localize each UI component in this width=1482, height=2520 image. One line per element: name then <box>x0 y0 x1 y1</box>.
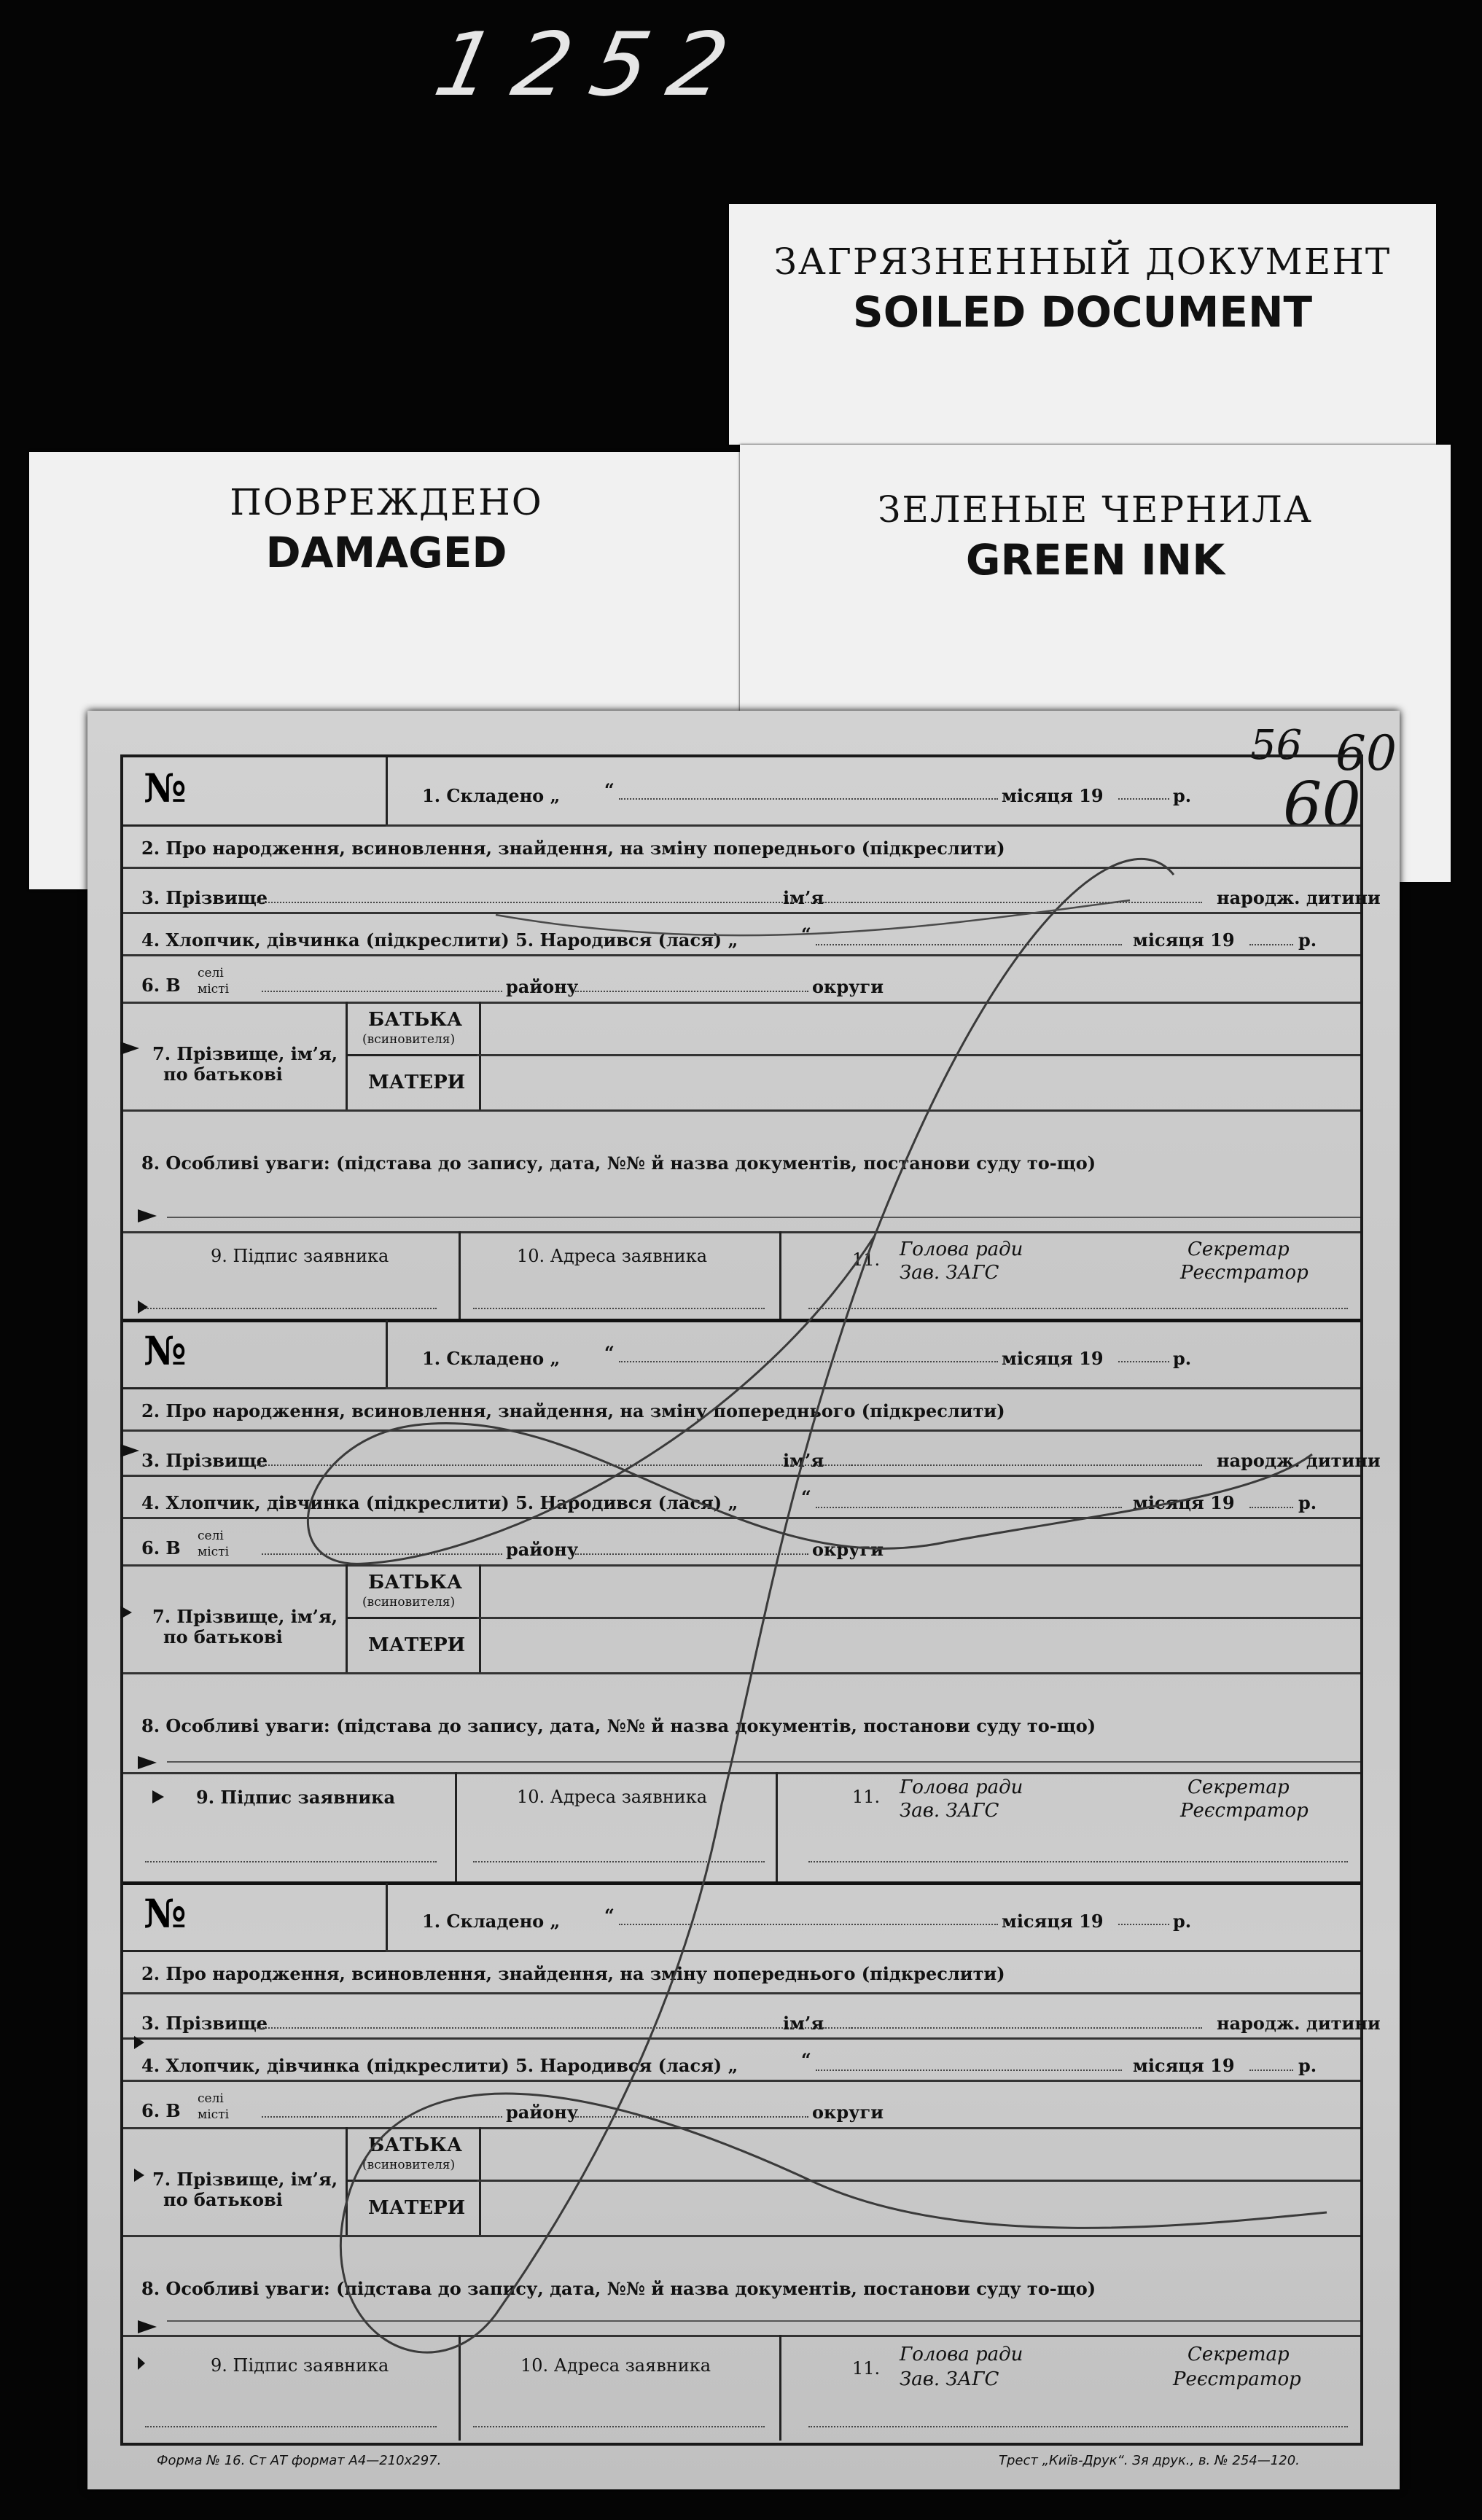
field-8-label: 8. Особливі уваги: (підстава до запису, дата, №№ й назва документів, постанови суду то-що) <box>141 1715 1096 1736</box>
frame-number: 1252 <box>426 15 759 116</box>
zags-head: Зав. ЗАГС <box>900 1800 999 1822</box>
field-9-label: 9. Підпис заявника <box>211 2355 389 2376</box>
zags-head: Зав. ЗАГС <box>900 1262 999 1284</box>
field-3-child: народж. дитини <box>1217 1450 1381 1471</box>
father-label: БАТЬКА <box>368 2134 463 2156</box>
field-7-patronymic: по батькові <box>163 2189 283 2210</box>
field-5-month: місяця 19 <box>1133 2055 1235 2076</box>
field-3-surname: 3. Прізвище <box>141 1450 268 1471</box>
field-1-month: місяця 19 <box>1002 1911 1104 1932</box>
field-1-month: місяця 19 <box>1002 785 1104 806</box>
damaged-slip-en: DAMAGED <box>265 528 507 577</box>
mother-label: МАТЕРИ <box>368 1072 466 1093</box>
field-6-city: місті <box>198 2107 230 2122</box>
page-number-below: 60 <box>1283 769 1361 840</box>
zags-head: Зав. ЗАГС <box>900 2368 999 2390</box>
field-5-quote: “ <box>801 2049 811 2070</box>
field-6-rayon: району <box>506 976 579 997</box>
field-7-label: 7. Прізвище, ім’я, <box>152 1043 338 1064</box>
field-3-surname: 3. Прізвище <box>141 2013 268 2034</box>
field-2-label: 2. Про народження, всиновлення, знайдення, на зміну попереднього (підкреслити) <box>141 1400 1005 1421</box>
field-6-village: селі <box>198 1529 224 1543</box>
mother-label: МАТЕРИ <box>368 1634 466 1656</box>
field-3-name: ім’я <box>783 1450 824 1471</box>
field-6-village: селі <box>198 2091 224 2106</box>
field-4-label: 4. Хлопчик, дівчинка (підкреслити) 5. Народився (лася) „ <box>141 929 738 951</box>
field-6-v: 6. В <box>141 2100 181 2121</box>
soiled-slip-en: SOILED DOCUMENT <box>852 287 1313 337</box>
father-label: БАТЬКА <box>368 1572 463 1593</box>
field-11-label: 11. <box>852 1249 881 1270</box>
field-6-rayon: району <box>506 2102 579 2123</box>
field-5-r: р. <box>1298 2055 1317 2076</box>
registrar: Реєстратор <box>1173 2368 1301 2390</box>
green-ink-slip-ru: ЗЕЛЕНЫЕ ЧЕРНИЛА <box>878 488 1313 531</box>
field-2-label: 2. Про народження, всиновлення, знайдення, на зміну попереднього (підкреслити) <box>141 1963 1005 1984</box>
field-7-label: 7. Прізвище, ім’я, <box>152 1606 338 1627</box>
field-10-label: 10. Адреса заявника <box>517 1246 708 1266</box>
field-9-label: 9. Підпис заявника <box>196 1787 396 1808</box>
field-5-quote: “ <box>801 1486 811 1507</box>
field-1-year-r: р. <box>1173 1348 1192 1369</box>
mother-label: МАТЕРИ <box>368 2197 466 2219</box>
field-5-r: р. <box>1298 1492 1317 1513</box>
field-1-year-r: р. <box>1173 1911 1192 1932</box>
field-3-name: ім’я <box>783 2013 824 2034</box>
form-footer-right: Трест „Київ-Друк“. Зя друк., в. № 254—120. <box>999 2453 1300 2468</box>
field-7-patronymic: по батькові <box>163 1064 283 1085</box>
field-6-city: місті <box>198 982 230 996</box>
field-4-label: 4. Хлопчик, дівчинка (підкреслити) 5. Народився (лася) „ <box>141 2055 738 2076</box>
green-ink-slip-en: GREEN INK <box>965 535 1225 585</box>
field-9-label: 9. Підпис заявника <box>211 1246 389 1266</box>
field-6-village: селі <box>198 966 224 980</box>
adopter-label: (всиновителя) <box>362 2158 456 2172</box>
field-5-quote: “ <box>801 924 811 945</box>
field-2-label: 2. Про народження, всиновлення, знайдення, на зміну попереднього (підкреслити) <box>141 838 1005 859</box>
field-5-month: місяця 19 <box>1133 929 1235 951</box>
field-6-okrug: округи <box>812 976 884 997</box>
field-6-v: 6. В <box>141 1537 181 1559</box>
field-1-month: місяця 19 <box>1002 1348 1104 1369</box>
soiled-slip-ru: ЗАГРЯЗНЕННЫЙ ДОКУМЕНТ <box>773 241 1392 283</box>
cancellation-scrawl <box>87 711 1400 2489</box>
field-1-quote: “ <box>604 1342 615 1363</box>
head-of-council: Голова ради <box>900 1238 1023 1260</box>
field-6-rayon: району <box>506 1539 579 1560</box>
field-11-label: 11. <box>852 1787 881 1807</box>
field-5-r: р. <box>1298 929 1317 951</box>
field-6-city: місті <box>198 1545 230 1559</box>
field-5-month: місяця 19 <box>1133 1492 1235 1513</box>
field-6-okrug: округи <box>812 1539 884 1560</box>
field-3-surname: 3. Прізвище <box>141 887 268 908</box>
field-8-label: 8. Особливі уваги: (підстава до запису, дата, №№ й назва документів, постанови суду то-що) <box>141 1152 1096 1174</box>
field-6-okrug: округи <box>812 2102 884 2123</box>
page-number-right: 60 <box>1335 725 1397 781</box>
number-sign: № <box>144 1890 187 1937</box>
field-1-label: 1. Складено „ <box>422 1348 561 1369</box>
field-1-label: 1. Складено „ <box>422 785 561 806</box>
field-8-label: 8. Особливі уваги: (підстава до запису, дата, №№ й назва документів, постанови суду то-що) <box>141 2278 1096 2299</box>
head-of-council: Голова ради <box>900 1776 1023 1798</box>
field-11-label: 11. <box>852 2358 881 2379</box>
page-number-top: 56 <box>1250 722 1303 769</box>
field-6-v: 6. В <box>141 975 181 996</box>
field-3-name: ім’я <box>783 887 824 908</box>
registrar: Реєстратор <box>1180 1800 1309 1822</box>
registrar: Реєстратор <box>1180 1262 1309 1284</box>
head-of-council: Голова ради <box>900 2344 1023 2365</box>
register-page <box>87 711 1400 2489</box>
damaged-slip-ru: ПОВРЕЖДЕНО <box>230 481 543 523</box>
number-sign: № <box>144 765 187 811</box>
field-3-child: народж. дитини <box>1217 2013 1381 2034</box>
soiled-document-slip <box>729 204 1436 445</box>
field-1-quote: “ <box>604 1905 615 1926</box>
secretary: Секретар <box>1187 1776 1290 1798</box>
secretary: Секретар <box>1187 1238 1290 1260</box>
adopter-label: (всиновителя) <box>362 1032 456 1047</box>
field-1-quote: “ <box>604 779 615 800</box>
field-1-label: 1. Складено „ <box>422 1911 561 1932</box>
field-1-year-r: р. <box>1173 785 1192 806</box>
field-10-label: 10. Адреса заявника <box>517 1787 708 1807</box>
field-7-patronymic: по батькові <box>163 1626 283 1647</box>
number-sign: № <box>144 1327 187 1374</box>
form-footer-left: Форма № 16. Ст АТ формат А4—210х297. <box>157 2453 442 2468</box>
adopter-label: (всиновителя) <box>362 1595 456 1610</box>
field-10-label: 10. Адреса заявника <box>520 2355 711 2376</box>
father-label: БАТЬКА <box>368 1009 463 1031</box>
field-4-label: 4. Хлопчик, дівчинка (підкреслити) 5. Народився (лася) „ <box>141 1492 738 1513</box>
field-3-child: народж. дитини <box>1217 887 1381 908</box>
secretary: Секретар <box>1187 2344 1290 2365</box>
field-7-label: 7. Прізвище, ім’я, <box>152 2169 338 2190</box>
